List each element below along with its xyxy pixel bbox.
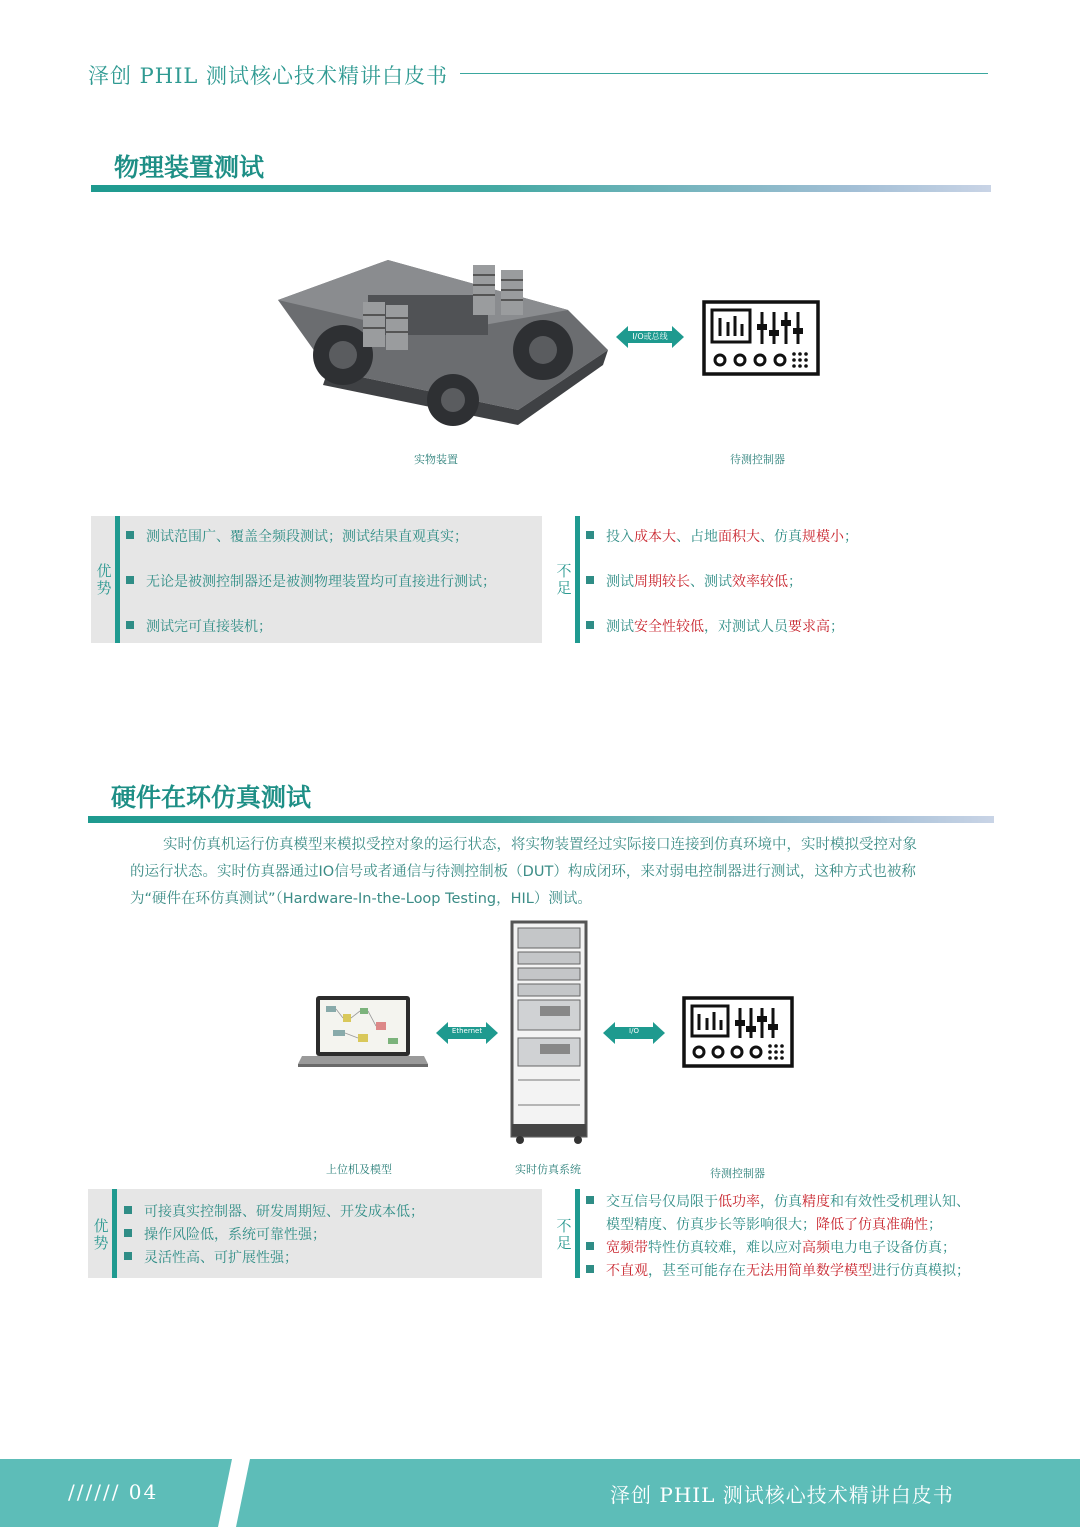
highlight-text: 要求高 <box>788 619 830 635</box>
caption-controller: 待测控制器 <box>730 453 785 466</box>
section2-con-item <box>586 1237 956 1257</box>
section2-con-item <box>586 1260 970 1280</box>
section1-pros-label: 优势 <box>96 562 112 597</box>
highlight-text: 降低了仿真准确性 <box>816 1217 928 1233</box>
io-arrow-label: I/O <box>629 1027 639 1035</box>
highlight-text: 精度 <box>802 1194 830 1210</box>
controller-icon <box>682 996 794 1068</box>
section2-paragraph-line: 的运行状态。实时仿真器通过IO信号或者通信与待测控制板（DUT）构成闭环，来对弱电控制器进行测试，这种方式也被称 <box>130 864 916 880</box>
caption-controller: 待测控制器 <box>710 1167 765 1180</box>
section1-title: 物理装置测试 <box>114 153 265 182</box>
item-text: 、占地 <box>676 529 718 545</box>
highlight-text: 低功率 <box>718 1194 760 1210</box>
section1-con-item <box>586 571 802 591</box>
item-text: 和有效性受机理认知、 <box>830 1194 970 1210</box>
section2-paragraph-line: 为“硬件在环仿真测试”（Hardware-In-the-Loop Testing，HIL）测试。 <box>130 891 592 907</box>
section2-con-item-continued <box>606 1214 942 1234</box>
section1-title-bar <box>91 185 991 192</box>
highlight-text: 无法用简单数学模型 <box>746 1263 872 1279</box>
section2-title: 硬件在环仿真测试 <box>111 783 312 812</box>
section2-pros-bar <box>112 1189 117 1278</box>
item-text: ，仿真 <box>760 1194 802 1210</box>
controller-icon <box>702 300 820 376</box>
section1-pro-item: 无论是被测控制器还是被测物理装置均可直接进行测试； <box>126 571 496 591</box>
item-text: ，对测试人员 <box>704 619 788 635</box>
header-rule <box>460 73 988 74</box>
section2-pro-item: 操作风险低，系统可靠性强； <box>124 1224 326 1244</box>
item-text: 、测试 <box>690 574 732 590</box>
header-title: 泽创 PHIL 测试核心技术精讲白皮书 <box>88 64 449 88</box>
item-text: ； <box>830 619 844 635</box>
section2-pro-item: 灵活性高、可扩展性强； <box>124 1247 298 1267</box>
ethernet-arrow-label: Ethernet <box>451 1027 483 1035</box>
item-text: 测试 <box>606 574 634 590</box>
section1-pros-bar <box>115 516 120 643</box>
item-text: 电力电子设备仿真； <box>830 1240 956 1256</box>
item-text: ，甚至可能存在 <box>648 1263 746 1279</box>
section1-cons-label: 不足 <box>556 562 572 597</box>
section1-con-item <box>586 616 844 636</box>
section2-cons-label: 不足 <box>556 1217 572 1252</box>
item-text: 特性仿真较难，难以应对 <box>648 1240 802 1256</box>
section2-con-item <box>586 1191 970 1211</box>
simulator-rack-image <box>510 920 588 1146</box>
laptop-image <box>298 994 428 1070</box>
section2-title-bar <box>88 816 994 823</box>
caption-physical-device: 实物装置 <box>414 453 458 466</box>
highlight-text: 不直观 <box>606 1263 648 1279</box>
item-text: 模型精度、仿真步长等影响很大； <box>606 1217 816 1233</box>
item-text: 测试 <box>606 619 634 635</box>
section1-cons-bar <box>575 516 580 643</box>
section2-cons-bar <box>575 1189 580 1278</box>
caption-realtime-system: 实时仿真系统 <box>515 1163 581 1176</box>
item-text: 交互信号仅局限于 <box>606 1194 718 1210</box>
physical-device-image <box>268 240 613 430</box>
item-text: 、仿真 <box>760 529 802 545</box>
highlight-text: 效率较低 <box>732 574 788 590</box>
caption-host-model: 上位机及模型 <box>326 1163 392 1176</box>
item-text: 进行仿真模拟； <box>872 1263 970 1279</box>
footer-title: 泽创 PHIL 测试核心技术精讲白皮书 <box>610 1483 954 1507</box>
highlight-text: 面积大 <box>718 529 760 545</box>
footer-page-number: ////// 04 <box>68 1480 159 1504</box>
section2-pro-item: 可接真实控制器、研发周期短、开发成本低； <box>124 1201 424 1221</box>
item-text: ； <box>788 574 802 590</box>
section1-pro-item: 测试完可直接装机； <box>126 616 272 636</box>
io-bus-arrow-label: I/O或总线 <box>632 332 668 341</box>
item-text: ； <box>928 1217 942 1233</box>
section2-pros-label: 优势 <box>93 1217 109 1252</box>
item-text: ； <box>844 529 858 545</box>
item-text: 投入 <box>606 529 634 545</box>
highlight-text: 成本大 <box>634 529 676 545</box>
highlight-text: 周期较长 <box>634 574 690 590</box>
highlight-text: 高频 <box>802 1240 830 1256</box>
section1-pro-item: 测试范围广、覆盖全频段测试；测试结果直观真实； <box>126 526 468 546</box>
section1-con-item <box>586 526 858 546</box>
highlight-text: 安全性较低 <box>634 619 704 635</box>
highlight-text: 宽频带 <box>606 1240 648 1256</box>
highlight-text: 规模小 <box>802 529 844 545</box>
section2-paragraph-line: 实时仿真机运行仿真模型来模拟受控对象的运行状态，将实物装置经过实际接口连接到仿真环境中，实时模拟受控对象 <box>163 837 917 853</box>
